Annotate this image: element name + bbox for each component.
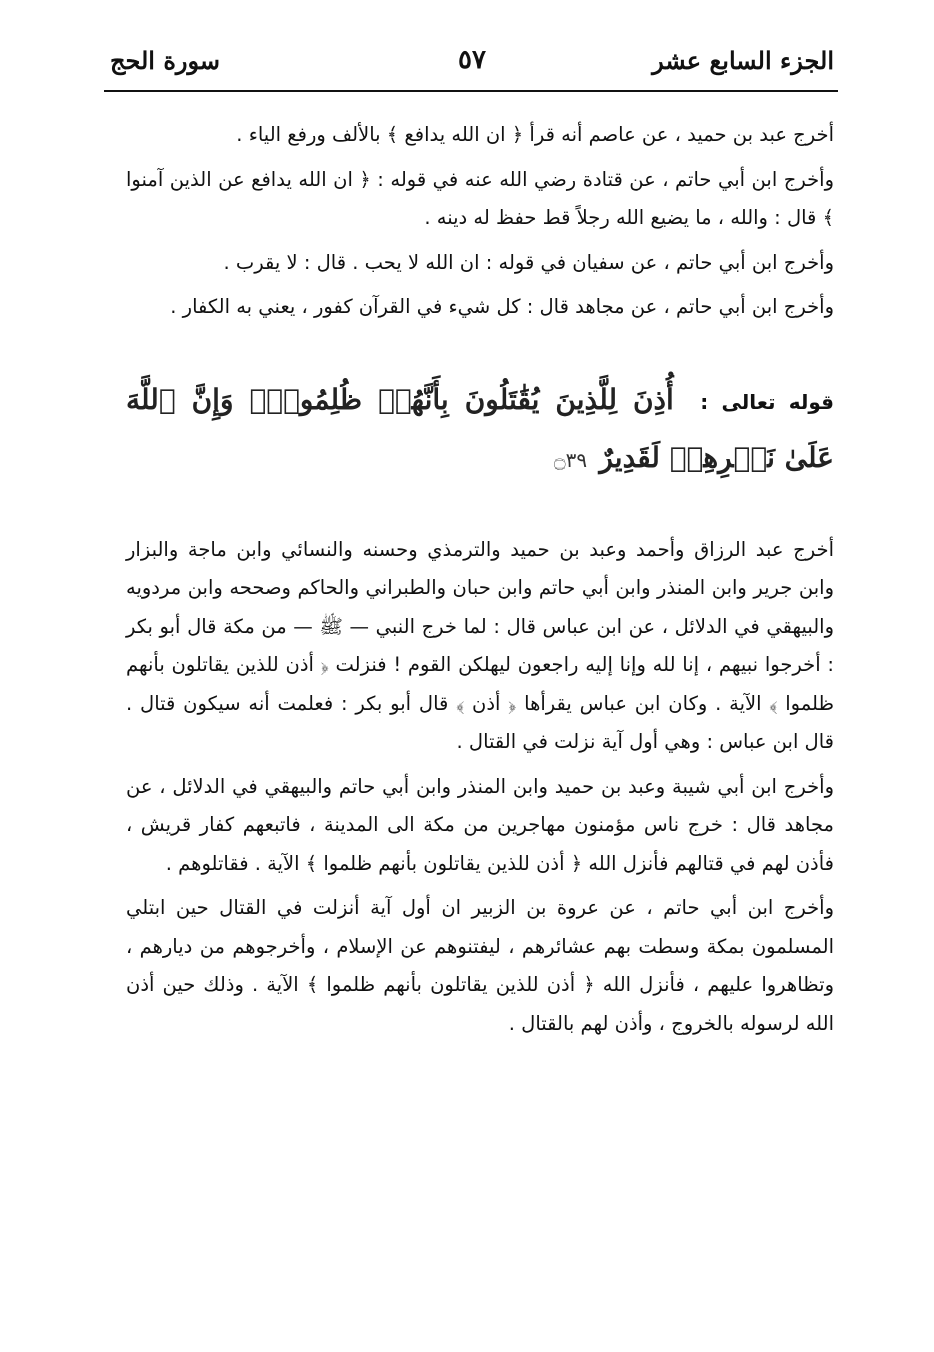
header-surah-title: سورة الحج xyxy=(110,45,220,75)
paragraph-2: وأخرج ابن أبي حاتم ، عن قتادة رضي الله عنه في قوله : ﴿ ان الله يدافع عن الذين آمنوا ﴾ قال : والله ، ما يضيع الله رجلاً قط حفظ له دينه . xyxy=(126,167,834,229)
verse-number-marker: ۝٣٩ xyxy=(553,447,588,472)
quran-verse-text: أُذِنَ لِلَّذِينَ يُقَٰتَلُونَ بِأَنَّهُمۡ ظُلِمُواْۚ وَإِنَّ ٱللَّهَ عَلَىٰ نَصۡرِهِمۡ لَقَدِيرٌ xyxy=(126,382,834,474)
page-header xyxy=(110,38,834,82)
paragraph-1: أخرج عبد بن حميد ، عن عاصم أنه قرأ ﴿ ان الله يدافع ﴾ بالألف ورفع الياء . xyxy=(236,123,834,146)
header-rule xyxy=(104,90,838,92)
verse-intro-label: قوله تعالى : xyxy=(700,389,835,414)
page-number: ٥٧ xyxy=(458,45,486,75)
paragraph-3: وأخرج ابن أبي حاتم ، عن سفيان في قوله : ان الله لا يحب . قال : لا يقرب . xyxy=(223,250,834,274)
paragraph-5: أخرج عبد الرزاق وأحمد وعبد بن حميد والترمذي وحسنه والنسائي وابن ماجة والبزار وابن جرير وابن المنذر وابن أبي حاتم وابن حبان والطبراني والحاكم وصححه وابن مردويه والبيهقي في الدلائل ، عن ابن عباس قال : لما خرج النبي — ﷺ — من مكة قال أبو بكر : أخرجوا نبيهم ، إنا لله وإنا إليه راجعون ليهلكن القوم ! فنزلت ﴿ أذن للذين يقاتلون بأنهم ظلموا ﴾ الآية . وكان ابن عباس يقرأها ﴿ أذن ﴾ قال أبو بكر : فعلمت أنه سيكون قتال . قال ابن عباس : وهي أول آية نزلت في القتال . xyxy=(126,537,834,753)
paragraph-7: وأخرج ابن أبي حاتم ، عن عروة بن الزبير ان أول آية أنزلت في القتال حين ابتلي المسلمون بمكة وسطت بهم عشائرهم ، ليفتنوهم عن الإسلام ، وأخرجوهم من ديارهم ، وتظاهروا عليهم ، فأنزل الله ﴿ أذن للذين يقاتلون بأنهم ظلموا ﴾ الآية . وذلك حين أذن الله لرسوله بالخروج ، وأذن لهم بالقتال . xyxy=(126,896,834,1035)
paragraph-6: وأخرج ابن أبي شيبة وعبد بن حميد وابن المنذر وابن أبي حاتم والبيهقي في الدلائل ، عن مجاهد قال : خرج ناس مؤمنون مهاجرين من مكة الى المدينة ، فاتبعهم كفار قريش ، فأذن لهم في قتالهم فأنزل الله ﴿ أذن للذين يقاتلون بأنهم ظلموا ﴾ الآية . فقاتلوهم . xyxy=(126,774,834,875)
page-body xyxy=(126,116,834,1049)
header-part-title: الجزء السابع عشر xyxy=(652,45,834,75)
paragraph-4: وأخرج ابن أبي حاتم ، عن مجاهد قال : كل شيء في القرآن كفور ، يعني به الكفار . xyxy=(170,295,834,318)
quran-verse-block xyxy=(126,371,834,487)
